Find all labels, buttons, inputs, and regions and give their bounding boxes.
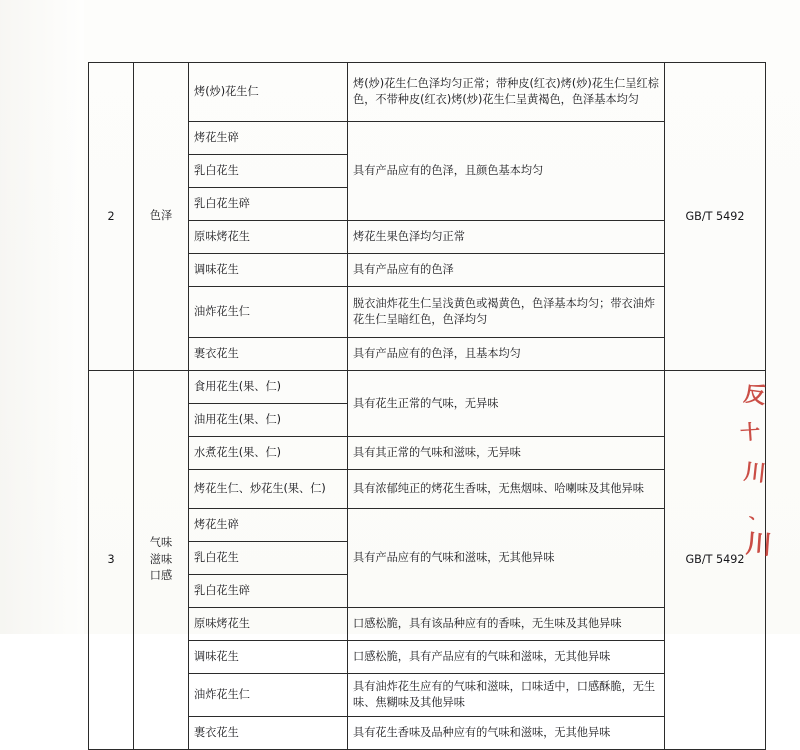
requirement-text: 具有产品应有的色泽，且颜色基本均匀	[348, 122, 665, 221]
requirement-text: 烤(炒)花生仁色泽均匀正常；带种皮(红衣)烤(炒)花生仁呈红棕色，不带种皮(红衣)烤(炒)花生仁呈黄褐色，色泽基本均匀	[348, 63, 665, 122]
product-category: 油炸花生仁	[189, 287, 348, 338]
requirement-text: 口感松脆，具有该品种应有的香味，无生味及其他异味	[348, 608, 665, 641]
table-row	[89, 371, 766, 404]
product-category: 水煮花生(果、仁)	[189, 437, 348, 470]
table-row	[89, 674, 766, 717]
margin-annotation-mark: 川	[744, 529, 771, 561]
requirement-text: 具有油炸花生应有的气味和滋味，口味适中，口感酥脆，无生味、焦糊味及其他异味	[348, 674, 665, 717]
requirements-table	[88, 62, 766, 750]
row-number: 2	[89, 63, 134, 371]
product-category: 调味花生	[189, 254, 348, 287]
product-category: 食用花生(果、仁)	[189, 371, 348, 404]
product-category: 原味烤花生	[189, 221, 348, 254]
requirement-text: 具有浓郁纯正的烤花生香味，无焦烟味、哈喇味及其他异味	[348, 470, 665, 509]
product-category: 烤花生碎	[189, 122, 348, 155]
product-category: 乳白花生碎	[189, 188, 348, 221]
row-item-name: 色泽	[134, 63, 189, 371]
product-category: 裹衣花生	[189, 717, 348, 750]
product-category: 调味花生	[189, 641, 348, 674]
requirement-text: 具有产品应有的气味和滋味，无其他异味	[348, 509, 665, 608]
table-row	[89, 338, 766, 371]
product-category: 裹衣花生	[189, 338, 348, 371]
table-row	[89, 287, 766, 338]
table-row	[89, 437, 766, 470]
product-category: 烤花生碎	[189, 509, 348, 542]
requirement-text: 具有产品应有的色泽	[348, 254, 665, 287]
requirement-text: 烤花生果色泽均匀正常	[348, 221, 665, 254]
margin-annotation-mark: 、	[746, 501, 766, 524]
product-category: 油用花生(果、仁)	[189, 404, 348, 437]
row-item-name: 气味 滋味 口感	[134, 371, 189, 750]
requirement-text: 脱衣油炸花生仁呈浅黄色或褐黄色，色泽基本均匀；带衣油炸花生仁呈暗红色，色泽均匀	[348, 287, 665, 338]
table-row	[89, 122, 766, 155]
table-row	[89, 509, 766, 542]
requirement-text: 具有其正常的气味和滋味，无异味	[348, 437, 665, 470]
row-number: 3	[89, 371, 134, 750]
product-category: 原味烤花生	[189, 608, 348, 641]
requirement-text: 具有花生香味及品种应有的气味和滋味，无其他异味	[348, 717, 665, 750]
test-method: GB/T 5492	[665, 371, 766, 750]
test-method: GB/T 5492	[665, 63, 766, 371]
table-row	[89, 470, 766, 509]
table-row	[89, 254, 766, 287]
product-category: 乳白花生	[189, 155, 348, 188]
margin-annotation-mark: 反	[742, 380, 768, 410]
product-category: 乳白花生碎	[189, 575, 348, 608]
product-category: 乳白花生	[189, 542, 348, 575]
requirement-text: 具有产品应有的色泽，且基本均匀	[348, 338, 665, 371]
requirement-text: 口感松脆，具有产品应有的气味和滋味，无其他异味	[348, 641, 665, 674]
requirement-text: 具有花生正常的气味，无异味	[348, 371, 665, 437]
margin-annotation-mark: 十	[739, 419, 761, 445]
table-row	[89, 221, 766, 254]
product-category: 烤(炒)花生仁	[189, 63, 348, 122]
product-category: 油炸花生仁	[189, 674, 348, 717]
table-row	[89, 717, 766, 750]
product-category: 烤花生仁、炒花生(果、仁)	[189, 470, 348, 509]
table-row	[89, 641, 766, 674]
scan-left-edge-shadow	[0, 0, 84, 634]
table-row	[89, 608, 766, 641]
margin-annotation-mark: 川	[742, 458, 768, 488]
table-row	[89, 63, 766, 122]
